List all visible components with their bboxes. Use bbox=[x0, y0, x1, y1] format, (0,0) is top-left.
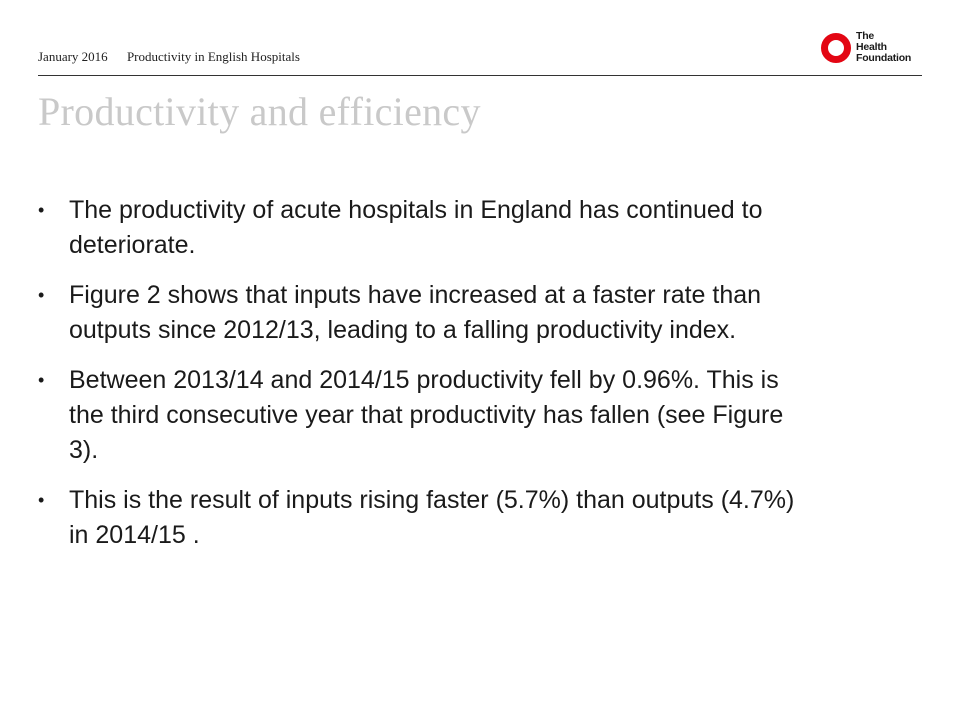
bullet-text: This is the result of inputs rising faster (5.7%) than outputs (4.7%) in 2014/15 . bbox=[69, 486, 795, 549]
bullet-item bbox=[38, 483, 818, 553]
bullet-text: Between 2013/14 and 2014/15 productivity fell by 0.96%. This is the third consecutive year that productivity has fallen (see Figure 3). bbox=[69, 366, 784, 464]
logo-text-line3: Foundation bbox=[856, 52, 912, 64]
bullet-dot-icon: • bbox=[38, 490, 45, 510]
logo-text-line2: Health bbox=[856, 41, 887, 53]
logo-text-line1: The bbox=[856, 30, 875, 42]
header-date: January 2016 bbox=[38, 49, 108, 64]
header-report-title: Productivity in English Hospitals bbox=[126, 49, 300, 64]
bullet-item bbox=[38, 278, 818, 348]
bullet-dot-icon: • bbox=[38, 285, 45, 305]
bullet-item bbox=[38, 363, 818, 468]
bullet-item bbox=[38, 193, 818, 263]
bullet-dot-icon: • bbox=[38, 200, 45, 220]
bullet-list bbox=[38, 193, 818, 568]
page-title: Productivity and efficiency bbox=[38, 89, 481, 134]
logo-text bbox=[856, 31, 911, 64]
bullet-text: Figure 2 shows that inputs have increased at a faster rate than outputs since 2012/13, leading to a falling productivity index. bbox=[69, 281, 762, 344]
header-divider bbox=[38, 75, 922, 76]
bullet-text: The productivity of acute hospitals in England has continued to deteriorate. bbox=[69, 196, 763, 259]
health-foundation-logo bbox=[820, 30, 930, 68]
logo-ring-icon bbox=[820, 32, 852, 64]
header-meta bbox=[38, 49, 300, 65]
bullet-dot-icon: • bbox=[38, 370, 45, 390]
